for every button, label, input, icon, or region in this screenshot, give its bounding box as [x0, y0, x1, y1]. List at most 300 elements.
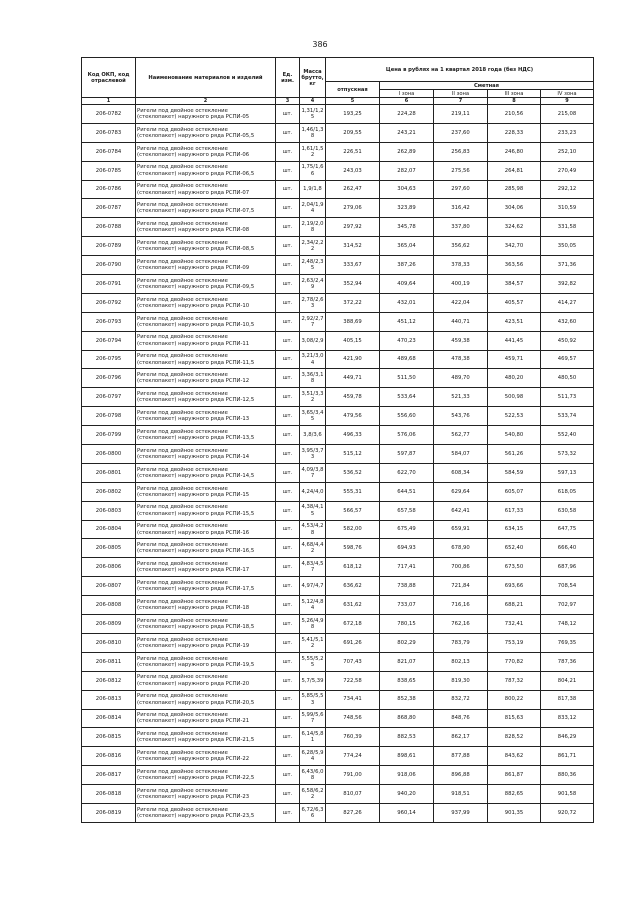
cell-price-p7: 440,71: [434, 312, 488, 331]
table-row: [82, 709, 594, 728]
cell-price-p6: 694,93: [380, 539, 434, 558]
name-line-1: Ригели под двойное остекление: [137, 145, 228, 152]
cell-price-p6: 644,51: [380, 482, 434, 501]
name-line-2: (стеклопакет) наружного ряда РСПИ-20: [137, 680, 250, 687]
cell-price-p7: 521,33: [434, 388, 488, 407]
cell-mass: 2,92/2,77: [300, 312, 326, 331]
cell-price-p8: 246,80: [488, 142, 541, 161]
cell-price-p8: 828,52: [488, 728, 541, 747]
cell-price-p7: 459,38: [434, 331, 488, 350]
cell-price-p7: 937,99: [434, 803, 488, 822]
table-row: [82, 293, 594, 312]
column-number: 9: [541, 98, 594, 105]
cell-mass: 3,21/3,04: [300, 350, 326, 369]
cell-price-p5: 388,69: [326, 312, 380, 331]
cell-code: 206-0813: [82, 690, 136, 709]
cell-mass: 5,99/5,67: [300, 709, 326, 728]
cell-price-p7: 316,42: [434, 199, 488, 218]
name-line-2: (стеклопакет) наружного ряда РСПИ-17: [137, 567, 250, 574]
name-line-2: (стеклопакет) наружного ряда РСПИ-07: [137, 189, 250, 196]
cell-price-p5: 352,94: [326, 275, 380, 294]
table-row: [82, 256, 594, 275]
cell-code: 206-0806: [82, 558, 136, 577]
cell-price-p8: 634,15: [488, 520, 541, 539]
cell-code: 206-0798: [82, 407, 136, 426]
cell-price-p8: 405,57: [488, 293, 541, 312]
table-row: [82, 577, 594, 596]
cell-price-p9: 920,72: [541, 803, 594, 822]
cell-price-p9: 371,36: [541, 256, 594, 275]
cell-unit: шт.: [276, 123, 300, 142]
cell-price-p5: 618,12: [326, 558, 380, 577]
cell-mass: 4,97/4,7: [300, 577, 326, 596]
name-line-2: (стеклопакет) наружного ряда РСПИ-21: [137, 718, 250, 725]
cell-price-p9: 833,12: [541, 709, 594, 728]
cell-price-p9: 748,12: [541, 615, 594, 634]
table-row: [82, 180, 594, 199]
name-line-2: (стеклопакет) наружного ряда РСПИ-16: [137, 529, 250, 536]
cell-price-p5: 691,26: [326, 633, 380, 652]
cell-price-p8: 540,80: [488, 426, 541, 445]
cell-price-p9: 252,10: [541, 142, 594, 161]
cell-mass: 1,61/1,52: [300, 142, 326, 161]
cell-mass: 3,08/2,9: [300, 331, 326, 350]
cell-price-p9: 804,21: [541, 671, 594, 690]
cell-price-p6: 780,15: [380, 615, 434, 634]
cell-name: [136, 671, 276, 690]
cell-price-p9: 552,40: [541, 426, 594, 445]
cell-unit: шт.: [276, 445, 300, 464]
cell-price-p9: 666,40: [541, 539, 594, 558]
table-row: [82, 369, 594, 388]
name-line-2: (стеклопакет) наружного ряда РСПИ-15: [137, 491, 250, 498]
cell-price-p8: 342,70: [488, 237, 541, 256]
cell-price-p7: 478,38: [434, 350, 488, 369]
cell-unit: шт.: [276, 350, 300, 369]
cell-price-p8: 384,57: [488, 275, 541, 294]
cell-price-p7: 237,60: [434, 123, 488, 142]
cell-price-p7: 219,11: [434, 105, 488, 124]
cell-price-p7: 896,88: [434, 766, 488, 785]
cell-price-p8: 901,35: [488, 803, 541, 822]
cell-price-p6: 304,63: [380, 180, 434, 199]
cell-mass: 3,36/3,18: [300, 369, 326, 388]
name-line-2: (стеклопакет) наружного ряда РСПИ-23: [137, 794, 250, 800]
cell-code: 206-0782: [82, 105, 136, 124]
cell-price-p8: 617,33: [488, 501, 541, 520]
column-number: 5: [326, 98, 380, 105]
cell-unit: шт.: [276, 803, 300, 822]
cell-unit: шт.: [276, 199, 300, 218]
table-row: [82, 275, 594, 294]
cell-unit: шт.: [276, 652, 300, 671]
cell-mass: 6,58/6,22: [300, 785, 326, 804]
cell-price-p5: 827,26: [326, 803, 380, 822]
cell-price-p5: 243,03: [326, 161, 380, 180]
column-number: 7: [434, 98, 488, 105]
cell-mass: 3,95/3,73: [300, 445, 326, 464]
cell-code: 206-0817: [82, 766, 136, 785]
cell-mass: 1,75/1,66: [300, 161, 326, 180]
name-line-2: (стеклопакет) наружного ряда РСПИ-06,5: [137, 170, 255, 177]
name-line-2: (стеклопакет) наружного ряда РСПИ-15,5: [137, 510, 255, 517]
cell-unit: шт.: [276, 312, 300, 331]
cell-price-p9: 573,32: [541, 445, 594, 464]
cell-price-p8: 882,65: [488, 785, 541, 804]
cell-name: [136, 728, 276, 747]
cell-mass: 6,43/6,08: [300, 766, 326, 785]
table-row: [82, 501, 594, 520]
name-line-1: Ригели под двойное остекление: [137, 183, 228, 190]
cell-code: 206-0784: [82, 142, 136, 161]
table-row: [82, 558, 594, 577]
cell-mass: 5,41/5,12: [300, 633, 326, 652]
cell-code: 206-0819: [82, 803, 136, 822]
name-line-1: Ригели под двойное остекление: [137, 466, 228, 473]
name-line-1: Ригели под двойное остекление: [137, 391, 228, 398]
name-line-2: (стеклопакет) наружного ряда РСПИ-13: [137, 416, 250, 423]
cell-price-p9: 233,23: [541, 123, 594, 142]
cell-price-p7: 862,17: [434, 728, 488, 747]
cell-name: [136, 501, 276, 520]
name-line-1: Ригели под двойное остекление: [137, 580, 228, 586]
cell-name: [136, 615, 276, 634]
name-line-1: Ригели под двойное остекление: [137, 239, 228, 246]
cell-unit: шт.: [276, 785, 300, 804]
cell-price-p5: 459,78: [326, 388, 380, 407]
cell-price-p6: 717,41: [380, 558, 434, 577]
cell-price-p8: 228,33: [488, 123, 541, 142]
cell-unit: шт.: [276, 256, 300, 275]
cell-unit: шт.: [276, 615, 300, 634]
name-line-1: Ригели под двойное остекление: [137, 787, 228, 794]
cell-mass: 1,31/1,25: [300, 105, 326, 124]
name-line-1: Ригели под двойное остекление: [137, 334, 228, 341]
name-line-1: Ригели под двойное остекление: [137, 353, 228, 360]
cell-code: 206-0800: [82, 445, 136, 464]
cell-mass: 2,78/2,63: [300, 293, 326, 312]
cell-price-p7: 700,86: [434, 558, 488, 577]
name-line-2: (стеклопакет) наружного ряда РСПИ-19: [137, 642, 250, 649]
cell-code: 206-0809: [82, 615, 136, 634]
cell-price-p8: 688,21: [488, 596, 541, 615]
cell-price-p6: 489,68: [380, 350, 434, 369]
table-row: [82, 463, 594, 482]
table-body: [82, 105, 594, 823]
table-row: [82, 785, 594, 804]
cell-price-p5: 421,90: [326, 350, 380, 369]
cell-price-p6: 898,61: [380, 747, 434, 766]
name-line-2: (стеклопакет) наружного ряда РСПИ-23,5: [137, 812, 255, 819]
cell-name: [136, 633, 276, 652]
cell-price-p5: 479,56: [326, 407, 380, 426]
table-row: [82, 218, 594, 237]
table-row: [82, 596, 594, 615]
name-line-1: Ригели под двойное остекление: [137, 164, 228, 171]
cell-price-p8: 605,07: [488, 482, 541, 501]
cell-name: [136, 577, 276, 596]
cell-price-p7: 721,84: [434, 577, 488, 596]
cell-name: [136, 218, 276, 237]
name-line-1: Ригели под двойное остекление: [137, 277, 228, 284]
cell-code: 206-0793: [82, 312, 136, 331]
name-line-2: (стеклопакет) наружного ряда РСПИ-12,5: [137, 397, 255, 404]
name-line-1: Ригели под двойное остекление: [137, 768, 228, 775]
cell-price-p9: 392,82: [541, 275, 594, 294]
name-line-2: (стеклопакет) наружного ряда РСПИ-19,5: [137, 661, 255, 668]
cell-price-p7: 783,79: [434, 633, 488, 652]
cell-price-p6: 387,26: [380, 256, 434, 275]
cell-price-p8: 264,81: [488, 161, 541, 180]
cell-price-p7: 819,30: [434, 671, 488, 690]
cell-price-p8: 480,20: [488, 369, 541, 388]
cell-price-p5: 791,00: [326, 766, 380, 785]
cell-mass: 5,55/5,25: [300, 652, 326, 671]
cell-unit: шт.: [276, 728, 300, 747]
cell-price-p7: 678,90: [434, 539, 488, 558]
name-line-2: (стеклопакет) наружного ряда РСПИ-05: [137, 113, 250, 120]
cell-unit: шт.: [276, 388, 300, 407]
cell-price-p6: 868,80: [380, 709, 434, 728]
cell-price-p7: 400,19: [434, 275, 488, 294]
cell-price-p9: 414,27: [541, 293, 594, 312]
cell-price-p6: 821,07: [380, 652, 434, 671]
name-line-1: Ригели под двойное остекление: [137, 107, 228, 114]
table-row: [82, 690, 594, 709]
table-row: [82, 142, 594, 161]
cell-code: 206-0783: [82, 123, 136, 142]
cell-mass: 1,9/1,8: [300, 180, 326, 199]
name-line-2: (стеклопакет) наружного ряда РСПИ-22: [137, 756, 250, 763]
name-line-1: Ригели под двойное остекление: [137, 693, 228, 700]
name-line-2: (стеклопакет) наружного ряда РСПИ-11,5: [137, 359, 255, 366]
name-line-2: (стеклопакет) наружного ряда РСПИ-14,5: [137, 472, 255, 479]
name-line-1: Ригели под двойное остекление: [137, 561, 228, 568]
cell-mass: 1,46/1,38: [300, 123, 326, 142]
cell-price-p7: 543,76: [434, 407, 488, 426]
table-row: [82, 747, 594, 766]
cell-unit: шт.: [276, 275, 300, 294]
cell-price-p9: 687,96: [541, 558, 594, 577]
name-line-2: (стеклопакет) наружного ряда РСПИ-10: [137, 302, 250, 309]
cell-price-p6: 282,07: [380, 161, 434, 180]
cell-code: 206-0816: [82, 747, 136, 766]
cell-name: [136, 142, 276, 161]
column-number: 1: [82, 98, 136, 105]
table-row: [82, 445, 594, 464]
cell-price-p8: 441,45: [488, 331, 541, 350]
cell-name: [136, 558, 276, 577]
cell-name: [136, 482, 276, 501]
cell-name: [136, 652, 276, 671]
cell-price-p5: 734,41: [326, 690, 380, 709]
cell-price-p6: 918,06: [380, 766, 434, 785]
cell-mass: 4,68/4,42: [300, 539, 326, 558]
cell-price-p9: 861,71: [541, 747, 594, 766]
name-line-2: (стеклопакет) наружного ряда РСПИ-09,5: [137, 283, 255, 290]
cell-price-p8: 324,62: [488, 218, 541, 237]
cell-price-p8: 861,87: [488, 766, 541, 785]
cell-price-p8: 673,50: [488, 558, 541, 577]
name-line-2: (стеклопакет) наружного ряда РСПИ-07,5: [137, 208, 255, 215]
cell-price-p6: 470,23: [380, 331, 434, 350]
cell-name: [136, 766, 276, 785]
column-number: 4: [300, 98, 326, 105]
cell-mass: 2,63/2,49: [300, 275, 326, 294]
cell-price-p7: 422,04: [434, 293, 488, 312]
name-line-1: Ригели под двойное остекление: [137, 258, 228, 265]
cell-price-p6: 243,21: [380, 123, 434, 142]
column-number-row: [82, 98, 594, 105]
cell-price-p5: 297,92: [326, 218, 380, 237]
name-line-2: (стеклопакет) наружного ряда РСПИ-22,5: [137, 775, 255, 782]
cell-unit: шт.: [276, 237, 300, 256]
name-line-2: (стеклопакет) наружного ряда РСПИ-10,5: [137, 321, 255, 328]
cell-code: 206-0791: [82, 275, 136, 294]
cell-name: [136, 123, 276, 142]
cell-price-p5: 748,56: [326, 709, 380, 728]
cell-code: 206-0818: [82, 785, 136, 804]
name-line-2: (стеклопакет) наружного ряда РСПИ-05,5: [137, 132, 255, 139]
cell-price-p8: 843,62: [488, 747, 541, 766]
name-line-2: (стеклопакет) наружного ряда РСПИ-08: [137, 227, 250, 234]
table-row: [82, 388, 594, 407]
name-line-1: Ригели под двойное остекление: [137, 674, 228, 681]
cell-price-p7: 642,41: [434, 501, 488, 520]
cell-name: [136, 709, 276, 728]
cell-price-p6: 940,20: [380, 785, 434, 804]
column-number: 3: [276, 98, 300, 105]
cell-price-p6: 622,70: [380, 463, 434, 482]
cell-price-p5: 566,57: [326, 501, 380, 520]
cell-price-p9: 647,75: [541, 520, 594, 539]
cell-price-p7: 762,16: [434, 615, 488, 634]
cell-price-p5: 314,52: [326, 237, 380, 256]
cell-code: 206-0795: [82, 350, 136, 369]
table-row: [82, 803, 594, 822]
cell-price-p9: 270,49: [541, 161, 594, 180]
cell-price-p9: 292,12: [541, 180, 594, 199]
cell-price-p5: 262,47: [326, 180, 380, 199]
cell-code: 206-0811: [82, 652, 136, 671]
cell-price-p8: 693,66: [488, 577, 541, 596]
name-line-2: (стеклопакет) наружного ряда РСПИ-13,5: [137, 435, 255, 442]
cell-price-p8: 753,19: [488, 633, 541, 652]
name-line-1: Ригели под двойное остекление: [137, 750, 228, 757]
cell-price-p7: 584,07: [434, 445, 488, 464]
cell-price-p9: 511,73: [541, 388, 594, 407]
cell-price-p9: 597,13: [541, 463, 594, 482]
cell-code: 206-0792: [82, 293, 136, 312]
name-line-1: Ригели под двойное остекление: [137, 202, 228, 209]
cell-mass: 6,28/5,94: [300, 747, 326, 766]
cell-code: 206-0790: [82, 256, 136, 275]
cell-price-p7: 802,13: [434, 652, 488, 671]
cell-price-p9: 533,74: [541, 407, 594, 426]
cell-price-p6: 733,07: [380, 596, 434, 615]
cell-mass: 6,14/5,81: [300, 728, 326, 747]
cell-price-p6: 432,01: [380, 293, 434, 312]
cell-price-p8: 500,98: [488, 388, 541, 407]
cell-code: 206-0810: [82, 633, 136, 652]
table-row: [82, 482, 594, 501]
cell-price-p9: 708,54: [541, 577, 594, 596]
cell-price-p7: 877,88: [434, 747, 488, 766]
table-row: [82, 633, 594, 652]
cell-code: 206-0802: [82, 482, 136, 501]
cell-unit: шт.: [276, 577, 300, 596]
cell-price-p5: 496,33: [326, 426, 380, 445]
cell-price-p6: 409,64: [380, 275, 434, 294]
cell-unit: шт.: [276, 218, 300, 237]
cell-price-p7: 337,80: [434, 218, 488, 237]
cell-mass: 4,38/4,15: [300, 501, 326, 520]
cell-code: 206-0794: [82, 331, 136, 350]
name-line-2: (стеклопакет) наружного ряда РСПИ-16,5: [137, 548, 255, 555]
cell-price-p5: 193,25: [326, 105, 380, 124]
header-estimate: Сметная: [380, 82, 594, 90]
cell-name: [136, 388, 276, 407]
cell-price-p7: 256,83: [434, 142, 488, 161]
cell-unit: шт.: [276, 520, 300, 539]
cell-price-p5: 631,62: [326, 596, 380, 615]
name-line-2: (стеклопакет) наружного ряда РСПИ-06: [137, 151, 250, 158]
cell-price-p6: 323,89: [380, 199, 434, 218]
cell-name: [136, 105, 276, 124]
header-zone-1: I зона: [380, 90, 434, 98]
cell-code: 206-0804: [82, 520, 136, 539]
cell-mass: 4,09/3,87: [300, 463, 326, 482]
table-row: [82, 237, 594, 256]
cell-price-p7: 918,51: [434, 785, 488, 804]
cell-price-p5: 636,62: [326, 577, 380, 596]
table-row: [82, 671, 594, 690]
cell-price-p7: 608,34: [434, 463, 488, 482]
cell-mass: 2,34/2,22: [300, 237, 326, 256]
cell-name: [136, 407, 276, 426]
cell-price-p9: 817,38: [541, 690, 594, 709]
table-row: [82, 728, 594, 747]
name-line-2: (стеклопакет) наружного ряда РСПИ-20,5: [137, 699, 255, 706]
cell-code: 206-0808: [82, 596, 136, 615]
cell-price-p9: 618,05: [541, 482, 594, 501]
cell-price-p6: 838,65: [380, 671, 434, 690]
table-row: [82, 312, 594, 331]
cell-price-p6: 556,60: [380, 407, 434, 426]
table-row: [82, 407, 594, 426]
cell-mass: 4,24/4,0: [300, 482, 326, 501]
cell-name: [136, 275, 276, 294]
cell-code: 206-0789: [82, 237, 136, 256]
cell-price-p6: 738,88: [380, 577, 434, 596]
cell-price-p8: 652,40: [488, 539, 541, 558]
table-row: [82, 331, 594, 350]
cell-unit: шт.: [276, 539, 300, 558]
name-line-1: Ригели под двойное остекление: [137, 731, 228, 738]
table-row: [82, 161, 594, 180]
cell-code: 206-0807: [82, 577, 136, 596]
cell-name: [136, 803, 276, 822]
cell-code: 206-0799: [82, 426, 136, 445]
name-line-2: (стеклопакет) наружного ряда РСПИ-17,5: [137, 586, 255, 593]
cell-name: [136, 293, 276, 312]
cell-code: 206-0805: [82, 539, 136, 558]
cell-price-p5: 672,18: [326, 615, 380, 634]
cell-price-p5: 810,07: [326, 785, 380, 804]
cell-unit: шт.: [276, 747, 300, 766]
cell-price-p5: 722,58: [326, 671, 380, 690]
cell-unit: шт.: [276, 142, 300, 161]
